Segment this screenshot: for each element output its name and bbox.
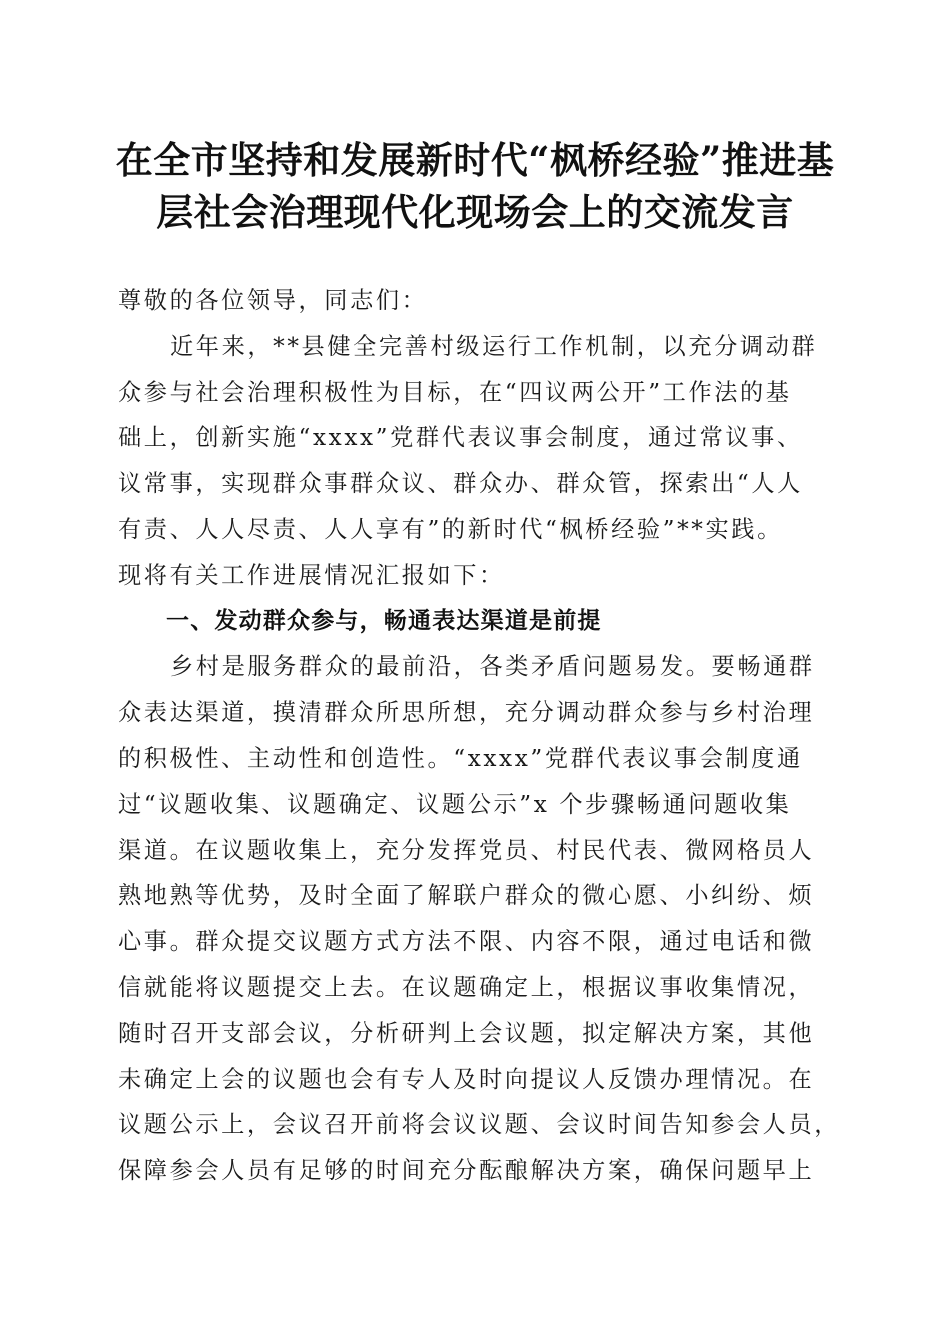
paragraph-line: 议题公示上，会议召开前将会议议题、会议时间告知参会人员， (118, 1111, 841, 1139)
salutation: 尊敬的各位领导，同志们： (118, 287, 428, 314)
section1-paragraph (118, 644, 841, 1194)
paragraph-line: 心事。群众提交议题方式方法不限、内容不限，通过电话和微 (118, 928, 815, 956)
paragraph-line: 众表达渠道，摸清群众所思所想，充分调动群众参与乡村治理 (118, 699, 815, 727)
paragraph-line: 信就能将议题提交上去。在议题确定上，根据议事收集情况， (118, 973, 815, 1001)
paragraph-line: 有责、人人尽责、人人享有”的新时代“枫桥经验”**实践。 (118, 515, 783, 543)
paragraph-line: 近年来，**县健全完善村级运行工作机制，以充分调动群 (170, 332, 818, 360)
paragraph-line: 础上，创新实施“xxxx”党群代表议事会制度，通过常议事、 (118, 424, 803, 452)
title-line: 在全市坚持和发展新时代“枫桥经验”推进基 (115, 138, 835, 182)
paragraph-line: 现将有关工作进展情况汇报如下： (118, 561, 505, 589)
paragraph-line: 议常事，实现群众事群众议、群众办、群众管，探索出“人人 (118, 470, 803, 498)
paragraph-line: 未确定上会的议题也会有专人及时向提议人反馈办理情况。在 (118, 1065, 815, 1093)
section-heading: 一、发动群众参与，畅通表达渠道是前提 (166, 607, 602, 634)
title-line: 层社会治理现代化现场会上的交流发言 (156, 190, 794, 234)
paragraph-line: 保障参会人员有足够的时间充分酝酿解决方案，确保问题早上 (118, 1157, 815, 1185)
paragraph-line: 渠道。在议题收集上，充分发挥党员、村民代表、微网格员人 (118, 836, 815, 864)
document-title (100, 134, 850, 238)
paragraph-line: 随时召开支部会议，分析研判上会议题，拟定解决方案，其他 (118, 1019, 815, 1047)
paragraph-line: 过“议题收集、议题确定、议题公示”x 个步骤畅通问题收集 (118, 790, 792, 818)
intro-paragraph (118, 324, 838, 599)
paragraph-line: 众参与社会治理积极性为目标，在“四议两公开”工作法的基 (118, 378, 792, 406)
paragraph-line: 乡村是服务群众的最前沿，各类矛盾问题易发。要畅通群 (170, 653, 815, 681)
document-body (118, 278, 841, 1194)
paragraph-line: 熟地熟等优势，及时全面了解联户群众的微心愿、小纠纷、烦 (118, 882, 815, 910)
paragraph-line: 的积极性、主动性和创造性。“xxxx”党群代表议事会制度通 (118, 744, 803, 772)
